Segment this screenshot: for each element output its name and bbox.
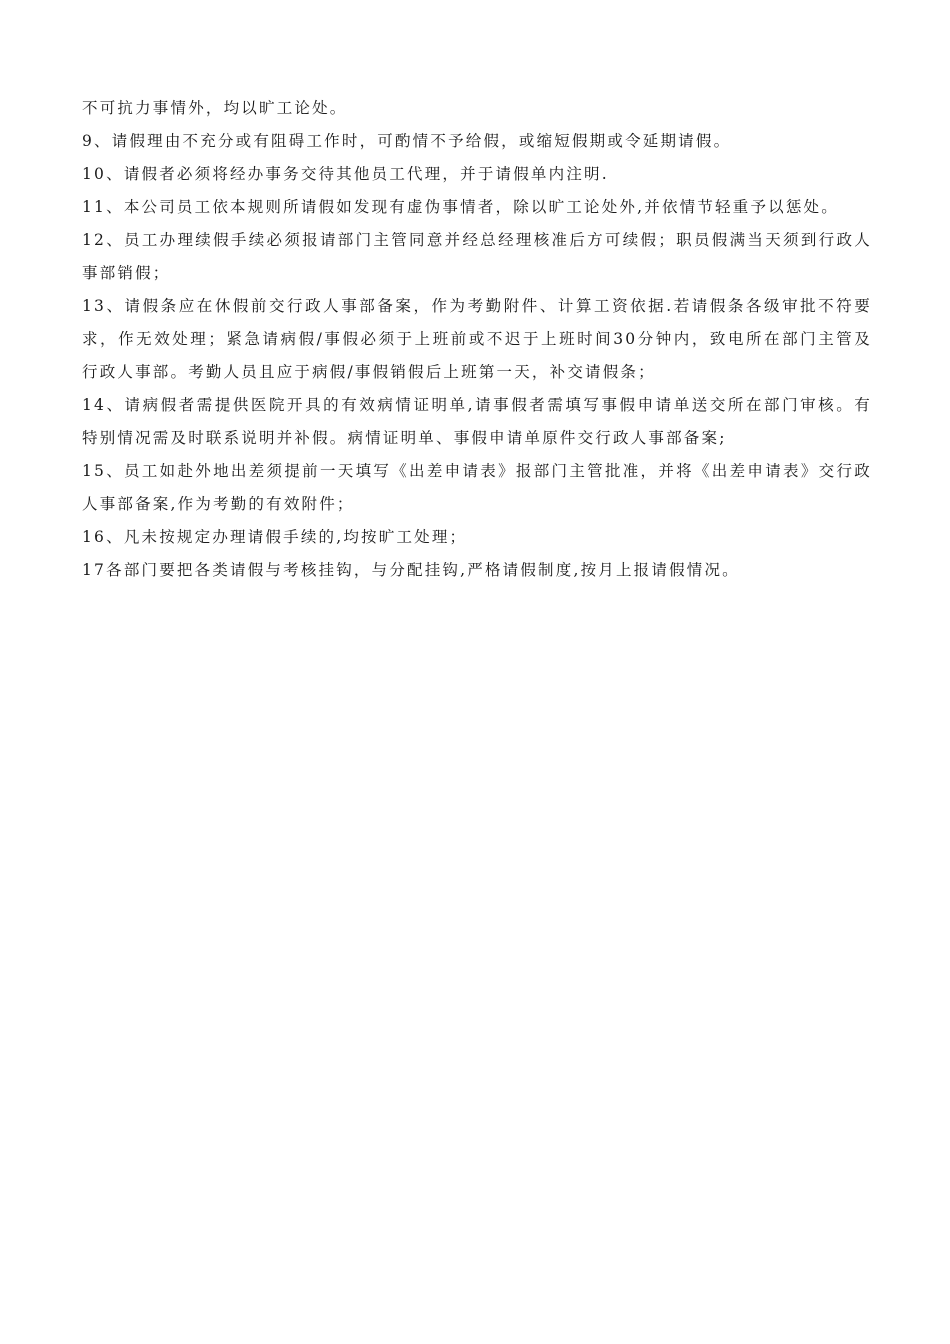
rule-item-15: 15、员工如赴外地出差须提前一天填写《出差申请表》报部门主管批准，并将《出差申请表》交行政人事部备案,作为考勤的有效附件； bbox=[82, 462, 872, 513]
rule-item-10: 10、请假者必须将经办事务交待其他员工代理，并于请假单内注明. bbox=[82, 165, 609, 183]
rule-item-16: 16、凡未按规定办理请假手续的,均按旷工处理； bbox=[82, 528, 468, 546]
document-body bbox=[82, 92, 872, 587]
rule-item-17: 17各部门要把各类请假与考核挂钩，与分配挂钩,严格请假制度,按月上报请假情况。 bbox=[82, 561, 740, 579]
rule-item-13: 13、请假条应在休假前交行政人事部备案，作为考勤附件、计算工资依据.若请假条各级审批不符要求，作无效处理；紧急请病假/事假必须于上班前或不迟于上班时间30分钟内，致电所在部门主管及行政人事部。考勤人员且应于病假/事假销假后上班第一天，补交请假条； bbox=[82, 297, 872, 381]
rule-item-11: 11、本公司员工依本规则所请假如发现有虚伪事情者，除以旷工论处外,并依情节轻重予以惩处。 bbox=[82, 198, 839, 216]
paragraph-continuation: 不可抗力事情外，均以旷工论处。 bbox=[82, 99, 348, 117]
rule-item-14: 14、请病假者需提供医院开具的有效病情证明单,请事假者需填写事假申请单送交所在部门审核。有特别情况需及时联系说明并补假。病情证明单、事假申请单原件交行政人事部备案; bbox=[82, 396, 872, 447]
rule-item-12: 12、员工办理续假手续必须报请部门主管同意并经总经理核准后方可续假；职员假满当天须到行政人事部销假； bbox=[82, 231, 872, 282]
rule-item-9: 9、请假理由不充分或有阻碍工作时，可酌情不予给假，或缩短假期或令延期请假。 bbox=[82, 132, 732, 150]
